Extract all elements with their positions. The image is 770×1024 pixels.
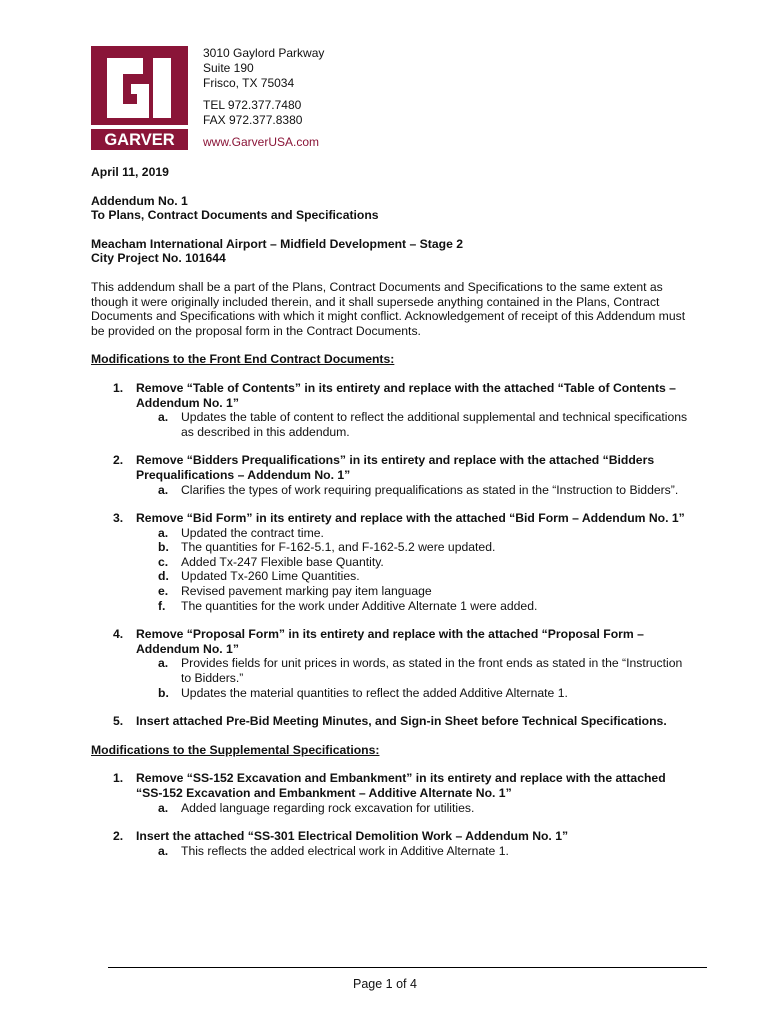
- sub-item-label: b.: [158, 685, 169, 700]
- footer-divider: [108, 967, 707, 968]
- modification-item: [91, 627, 691, 700]
- sub-item-text: Updates the material quantities to reflect the added Additive Alternate 1.: [181, 685, 568, 700]
- address-line: 3010 Gaylord Parkway: [203, 46, 325, 60]
- sub-item-label: e.: [158, 584, 169, 599]
- sub-item-label: a.: [158, 482, 169, 497]
- sub-item-text: Clarifies the types of work requiring prequalifications as stated in the “Instruction to Bidders”.: [181, 482, 679, 497]
- sub-item-label: c.: [158, 554, 169, 569]
- phone-line: TEL 972.377.7480: [203, 98, 302, 112]
- address-line: Frisco, TX 75034: [203, 76, 295, 90]
- sub-item: [136, 584, 691, 599]
- sub-item-text: Added Tx-247 Flexible base Quantity.: [181, 554, 384, 569]
- modification-item: [91, 771, 691, 815]
- modification-list: [91, 771, 691, 858]
- sub-item: [136, 686, 691, 701]
- modification-item: [91, 381, 691, 439]
- sub-item-label: d.: [158, 569, 169, 584]
- sub-item: [136, 801, 691, 816]
- section-heading: Modifications to the Supplemental Specifications:: [91, 742, 380, 757]
- item-title: Remove “Bidders Prequalifications” in its entirety and replace with the attached “Bidders Prequalifications – Addendum No. 1”: [136, 453, 655, 482]
- intro-paragraph: This addendum shall be a part of the Plans, Contract Documents and Specifications to the same extent as though it were originally included therein, and it shall supersede anything contained in the Plans, Contract Documents and Specifications with which it might conflict. Acknowledgement of receipt of this Addendum must be provided on the proposal form in the Contract Documents.: [91, 279, 686, 338]
- sub-item-list: [136, 410, 691, 439]
- item-number: 1.: [113, 380, 124, 395]
- address-line: Suite 190: [203, 61, 254, 75]
- item-title: Remove “Proposal Form” in its entirety and replace with the attached “Proposal Form – Addendum No. 1”: [136, 627, 644, 656]
- item-title: Insert attached Pre-Bid Meeting Minutes, and Sign-in Sheet before Technical Specifications.: [136, 714, 667, 729]
- section-heading: Modifications to the Front End Contract Documents:: [91, 352, 395, 367]
- item-number: 5.: [113, 714, 124, 729]
- item-title: Remove “SS-152 Excavation and Embankment” in its entirety and replace with the attached “SS-152 Excavation and Embankment – Additive Alternate No. 1”: [136, 771, 666, 800]
- sub-item: [136, 656, 691, 685]
- modification-item: [91, 453, 691, 497]
- sub-item-label: a.: [158, 525, 169, 540]
- item-title: Remove “Bid Form” in its entirety and replace with the attached “Bid Form – Addendum No. 1”: [136, 511, 685, 526]
- sub-item-label: a.: [158, 843, 169, 858]
- sub-item-label: a.: [158, 410, 169, 425]
- logo-wordmark: GARVER: [104, 131, 175, 149]
- sub-item-text: Updated the contract time.: [181, 525, 324, 540]
- letterhead-address: [203, 46, 324, 150]
- item-number: 1.: [113, 771, 124, 786]
- modification-item: [91, 511, 691, 613]
- sub-item: [136, 483, 691, 498]
- page-number: Page 1 of 4: [353, 977, 417, 991]
- sub-item-list: [136, 526, 691, 614]
- sub-item-text: Revised pavement marking pay item language: [181, 584, 432, 599]
- website-link[interactable]: www.GarverUSA.com: [203, 135, 320, 149]
- sub-item: [136, 410, 691, 439]
- sub-item-text: This reflects the added electrical work in Additive Alternate 1.: [181, 843, 509, 858]
- sub-item-text: Updates the table of content to reflect the additional supplemental and technical specifications as described in this addendum.: [181, 410, 688, 439]
- modification-list: [91, 381, 691, 729]
- sub-item: [136, 540, 691, 555]
- sub-item-list: [136, 801, 691, 816]
- garver-logo: [91, 46, 188, 150]
- letter-body: [91, 165, 691, 872]
- sub-item-text: Added language regarding rock excavation for utilities.: [181, 800, 475, 815]
- item-number: 2.: [113, 453, 124, 468]
- project-title: Meacham International Airport – Midfield Development – Stage 2 City Project No. 101644: [91, 236, 464, 266]
- sub-item-text: Updated Tx-260 Lime Quantities.: [181, 569, 360, 584]
- sub-item-label: a.: [158, 656, 169, 671]
- item-number: 4.: [113, 627, 124, 642]
- item-title: Insert the attached “SS-301 Electrical Demolition Work – Addendum No. 1”: [136, 829, 569, 844]
- addendum-title: Addendum No. 1 To Plans, Contract Documents and Specifications: [91, 193, 379, 223]
- modification-sections: [91, 352, 691, 858]
- sub-item-text: The quantities for F-162-5.1, and F-162-5.2 were updated.: [181, 540, 496, 555]
- sub-item-list: [136, 483, 691, 498]
- sub-item-label: f.: [158, 598, 166, 613]
- sub-item: [136, 599, 691, 614]
- sub-item-text: Provides fields for unit prices in words, as stated in the front ends as stated in the “Instruction to Bidders.”: [181, 656, 683, 686]
- fax-line: FAX 972.377.8380: [203, 113, 303, 127]
- sub-item: [136, 526, 691, 541]
- sub-item-label: a.: [158, 800, 169, 815]
- item-title: Remove “Table of Contents” in its entirety and replace with the attached “Table of Contents – Addendum No. 1”: [136, 380, 676, 410]
- sub-item-text: The quantities for the work under Additive Alternate 1 were added.: [181, 598, 538, 613]
- item-number: 2.: [113, 829, 124, 844]
- sub-item-list: [136, 656, 691, 700]
- sub-item-list: [136, 844, 691, 859]
- sub-item: [136, 555, 691, 570]
- sub-item: [136, 844, 691, 859]
- modification-item: [91, 829, 691, 858]
- item-number: 3.: [113, 511, 124, 526]
- sub-item: [136, 569, 691, 584]
- modification-item: [91, 714, 691, 729]
- letter-date: April 11, 2019: [91, 165, 169, 179]
- sub-item-label: b.: [158, 540, 169, 555]
